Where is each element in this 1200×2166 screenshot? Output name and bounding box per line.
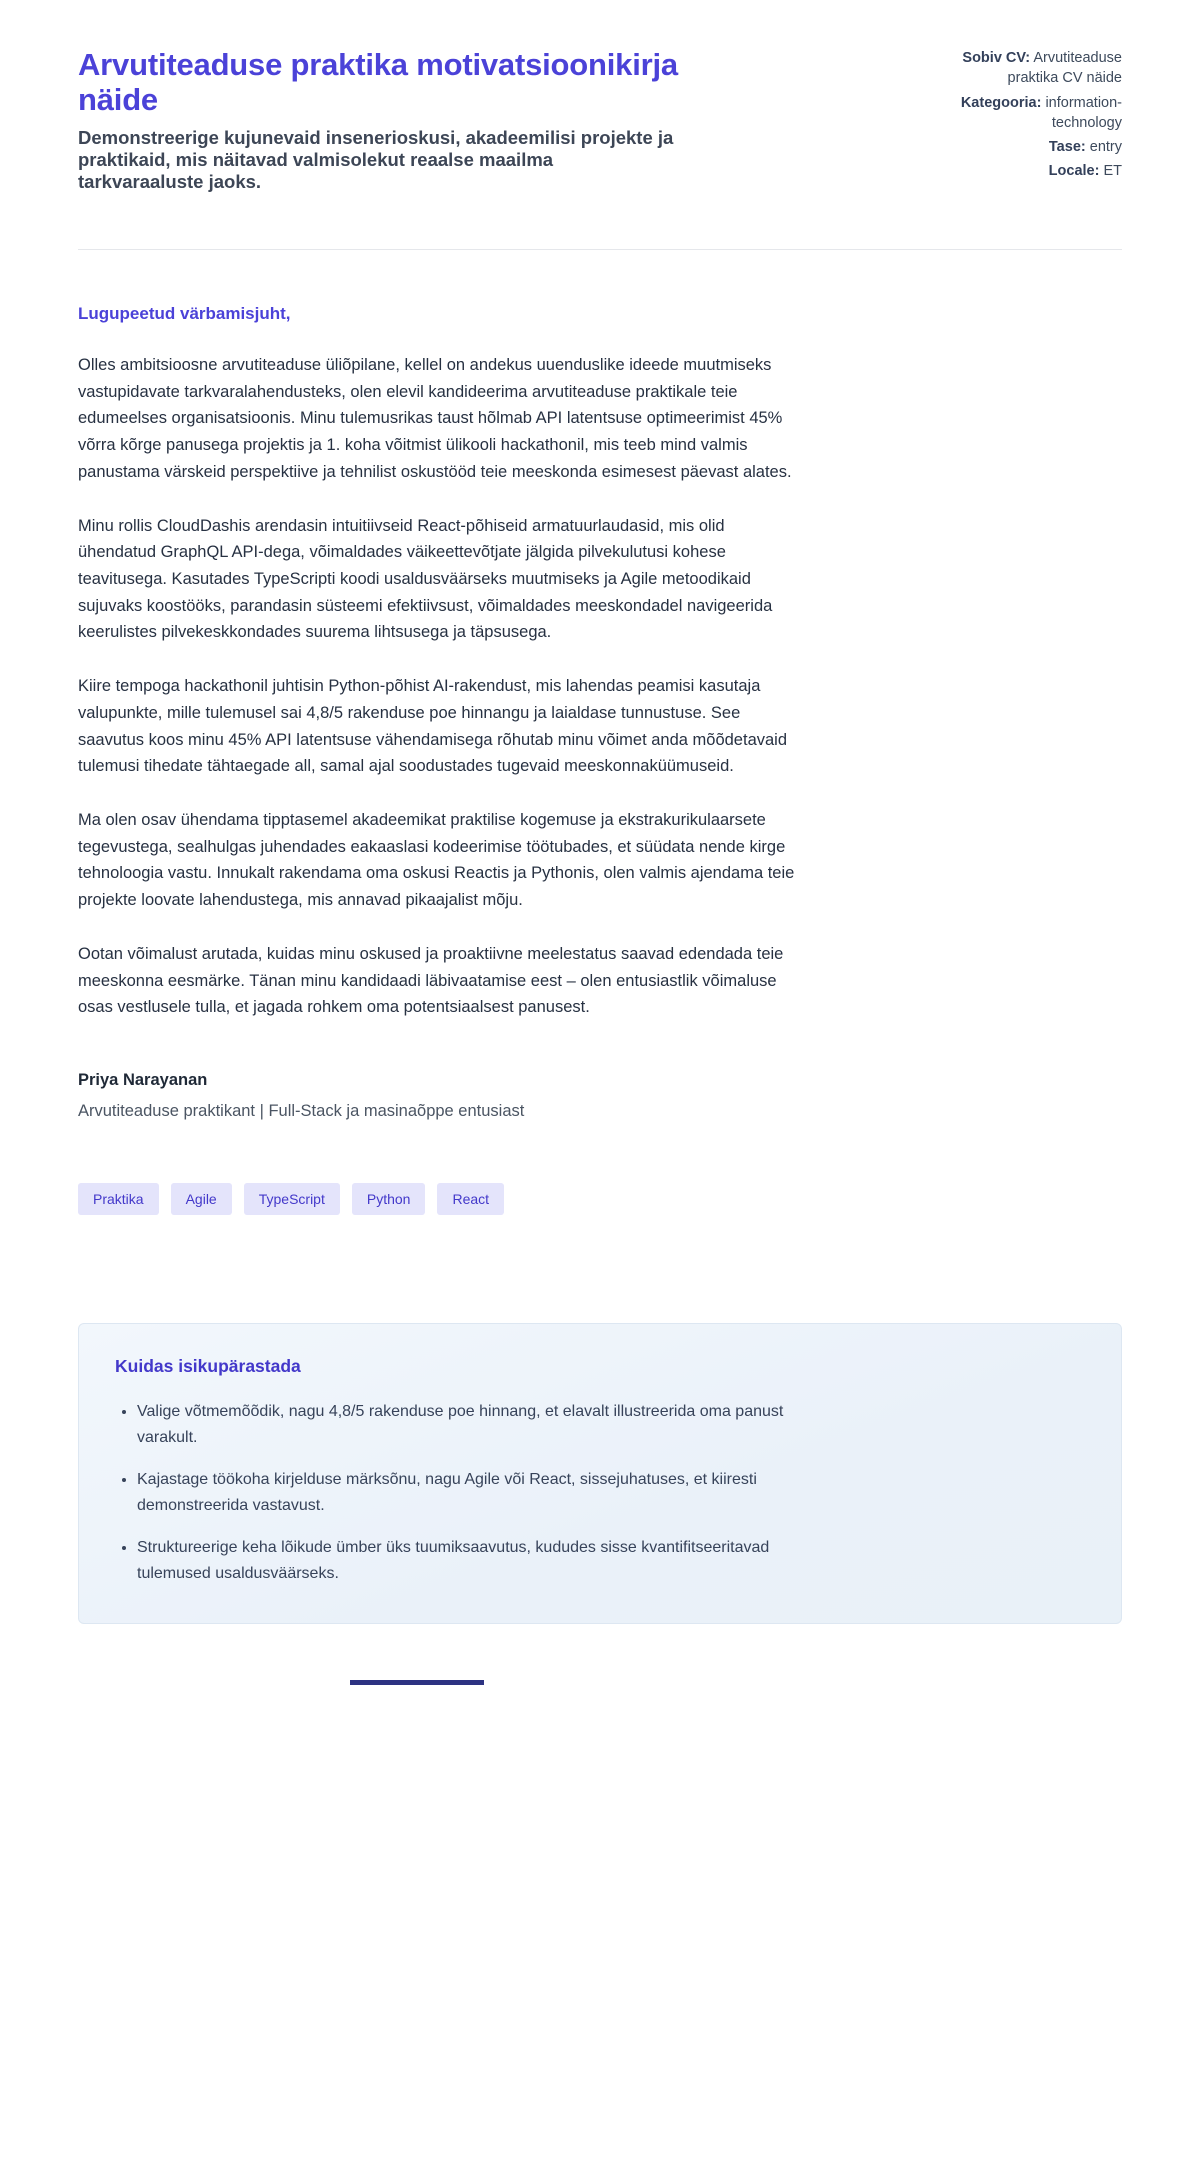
header-divider: [78, 249, 1122, 250]
letter-paragraph-5: Ootan võimalust arutada, kuidas minu oskused ja proaktiivne meelestatus saavad edendada teie meeskonna eesmärke. Tänan minu kandidaadi läbivaatamise eest – olen entusiastlik võimaluse osas vestlusele tulla, et jagada rohkem oma potentsiaalsest panusest.: [78, 944, 784, 1017]
meta-category-value: information-technology: [1045, 94, 1122, 131]
page-title: Arvutiteaduse praktika motivatsioonikirja näide: [78, 47, 678, 117]
signature-name: Priya Narayanan: [78, 1071, 208, 1090]
letter-paragraph-4: Ma olen osav ühendama tipptasemel akadeemikat praktilise kogemuse ja ekstrakurikulaarsete tegevustega, sealhulgas juhendades eakaaslasi kodeerimise töötubades, et süüdata nende kirge tehnoloogia vastu. Innukalt rakendama oma oskusi Reactis ja Pythonis, olen valmis ajendama teie projekte loovate lahendustega, mis annavad pikaajalist mõju.: [78, 810, 795, 910]
tips-list: [115, 1399, 1085, 1587]
tag-typescript: TypeScript: [244, 1183, 340, 1215]
meta-category: [952, 93, 1122, 134]
meta-cv-value: Arvutiteaduse praktika CV näide: [1007, 50, 1122, 87]
letter-paragraph-3: Kiire tempoga hackathonil juhtisin Python-põhist AI-rakendust, mis lahendas peamisi kasutaja valupunkte, mille tulemusel sai 4,8/5 rakenduse poe hinnangu ja laialdase tunnustuse. See saavutus koos minu 45% API latentsuse vähendamisega rõhutab minu võimet anda mõõdetavaid tulemusi tihedate tähtaegade all, samal ajal soodustades tugevaid meeskonnaküümuseid.: [78, 677, 788, 776]
tag-agile: Agile: [171, 1183, 232, 1215]
meta-category-label: Kategooria:: [960, 94, 1042, 111]
letter-greeting: Lugupeetud värbamisjuht,: [78, 303, 291, 323]
tip-item-3: • Struktureerige keha lõikude ümber üks tuumiksaavutus, kududes sisse kvantifitseeritavad tulemused usaldusväärseks.: [137, 1535, 837, 1588]
personalization-tips-box: [78, 1323, 1122, 1624]
tip-item-2: • Kajastage töökoha kirjelduse märksõnu, nagu Agile või React, sissejuhatuses, et kiiresti demonstreerida vastavust.: [137, 1467, 837, 1520]
header-title-block: [78, 48, 678, 193]
page-header: [78, 48, 1122, 193]
meta-panel: [952, 48, 1122, 186]
meta-locale: [952, 161, 1122, 181]
tips-heading: Kuidas isikupärastada: [115, 1356, 301, 1377]
tip-item-1: • Valige võtmemõõdik, nagu 4,8/5 rakenduse poe hinnang, et elavalt illustreerida oma panust varakult.: [137, 1399, 837, 1452]
meta-cv-label: Sobiv CV:: [962, 50, 1031, 66]
meta-locale-value: ET: [1103, 163, 1122, 180]
tag-react: React: [437, 1183, 504, 1215]
page-subtitle: Demonstreerige kujunevaid insenerioskusi, akadeemilisi projekte ja praktikaid, mis näitavad valmisolekut reaalse maailma tarkvaraaluste jaoks.: [78, 127, 674, 193]
letter-paragraph-2: Minu rollis CloudDashis arendasin intuitiivseid React-põhiseid armatuurlaudasid, mis olid ühendatud GraphQL API-dega, võimaldades väikeettevõtjate jälgida pilvekulutusi kohese teavitusega. Kasutades TypeScripti koodi usaldusväärseks muutmiseks ja Agile metoodikaid sujuvaks koostööks, parandasin süsteemi efektiivsust, võimaldades meeskondadel navigeerida keerulistes pilvekeskkondades suurema lihtsusega ja täpsusega.: [78, 516, 773, 642]
cutoff-next-section-fragment: [350, 1680, 484, 1685]
tag-list: [78, 1183, 1122, 1215]
signature-title: Arvutiteaduse praktikant | Full-Stack ja masinaõppe entusiast: [78, 1102, 525, 1121]
letter-body: [78, 304, 796, 1121]
meta-matching-cv: [952, 48, 1122, 89]
tag-python: Python: [352, 1183, 426, 1215]
meta-level: [952, 137, 1122, 157]
meta-level-value: entry: [1089, 139, 1122, 156]
letter-paragraph-1: Olles ambitsioosne arvutiteaduse üliõpilane, kellel on andekus uuenduslike ideede muutmiseks vastupidavate tarkvaralahendusteks, olen elevil kandideerima arvutiteaduse praktikale teie edumeelses organisatsioonis. Minu tulemusrikas taust hõlmab API latentsuse optimeerimist 45% võrra kõrge panusega projektis ja 1. koha võitmist ülikooli hackathonil, mis teeb mind valmis panustama värskeid perspektiive ja tehnilist oskustööd teie meeskonda esimesest päevast alates.: [78, 355, 792, 481]
cover-letter-page: [78, 0, 1122, 1685]
meta-level-label: Tase:: [1048, 139, 1086, 156]
tag-praktika: Praktika: [78, 1183, 159, 1215]
meta-locale-label: Locale:: [1048, 163, 1100, 180]
